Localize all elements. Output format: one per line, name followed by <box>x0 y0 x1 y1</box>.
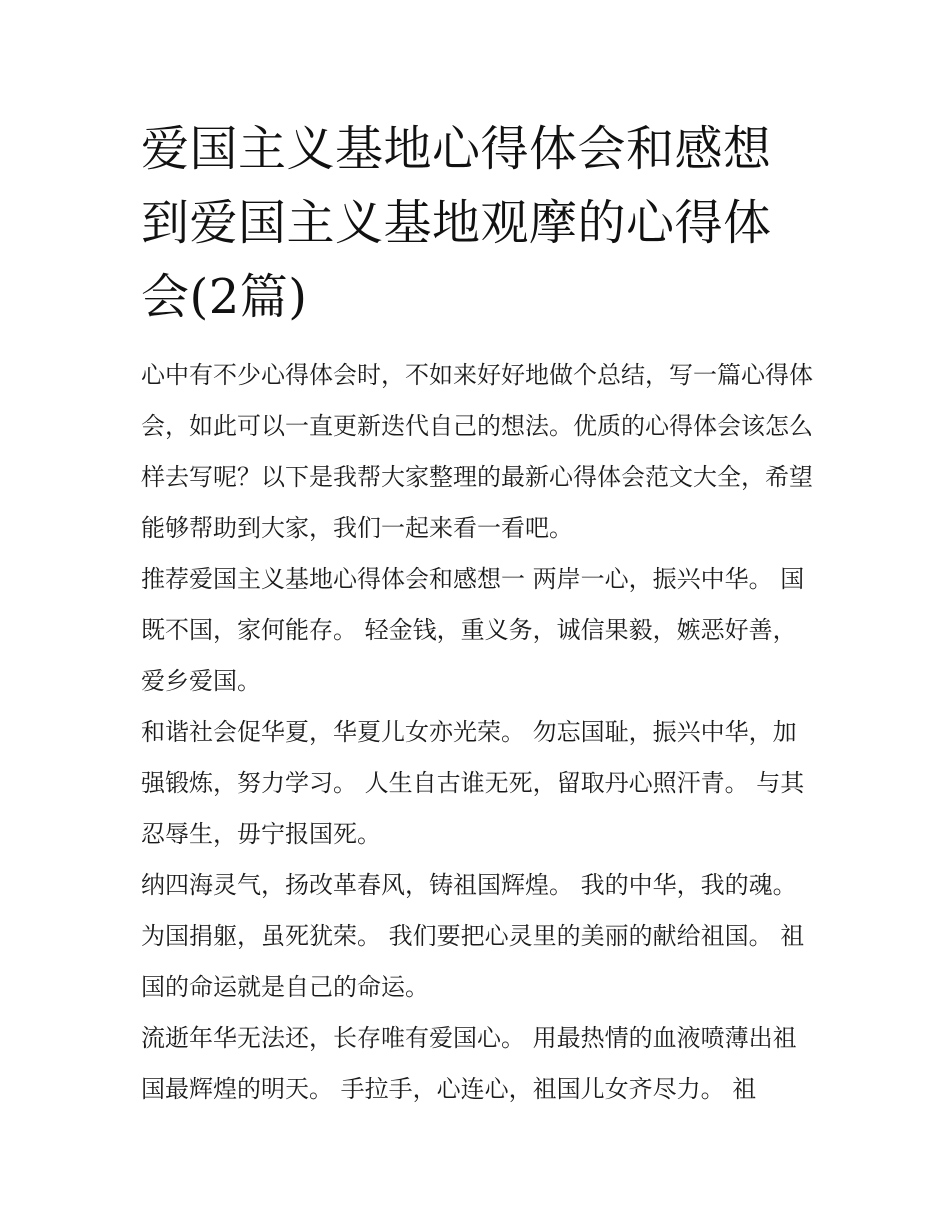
paragraph-3: 纳四海灵气，扬改革春风，铸祖国辉煌。 我的中华，我的魂。 为国捐躯，虽死犹荣。 我们要把心灵里的美丽的献给祖国。 祖国的命运就是自己的命运。 <box>141 871 805 1001</box>
document-body <box>141 112 813 1115</box>
paragraph-2: 和谐社会促华夏，华夏儿女亦光荣。 勿忘国耻，振兴中华，加强锻炼，努力学习。 人生自古谁无死，留取丹心照汗青。 与其忍辱生，毋宁报国死。 <box>141 718 805 848</box>
paragraph-1: 推荐爱国主义基地心得体会和感想一 两岸一心，振兴中华。 国既不国，家何能存。 轻金钱，重义务，诚信果毅，嫉恶好善，爱乡爱国。 <box>141 565 805 695</box>
document-title: 爱国主义基地心得体会和感想到爱国主义基地观摩的心得体会(2篇) <box>141 121 772 325</box>
paragraph-list <box>141 350 813 1115</box>
paragraph-4: 流逝年华无法还，长存唯有爱国心。 用最热情的血液喷薄出祖国最辉煌的明天。 手拉手，心连心，祖国儿女齐尽力。 祖 <box>141 1024 797 1103</box>
paragraph-intro: 心中有不少心得体会时，不如来好好地做个总结，写一篇心得体会，如此可以一直更新迭代自己的想法。优质的心得体会该怎么样去写呢？以下是我帮大家整理的最新心得体会范文大全，希望能够帮助到大家，我们一起来看一看吧。 <box>141 361 813 542</box>
